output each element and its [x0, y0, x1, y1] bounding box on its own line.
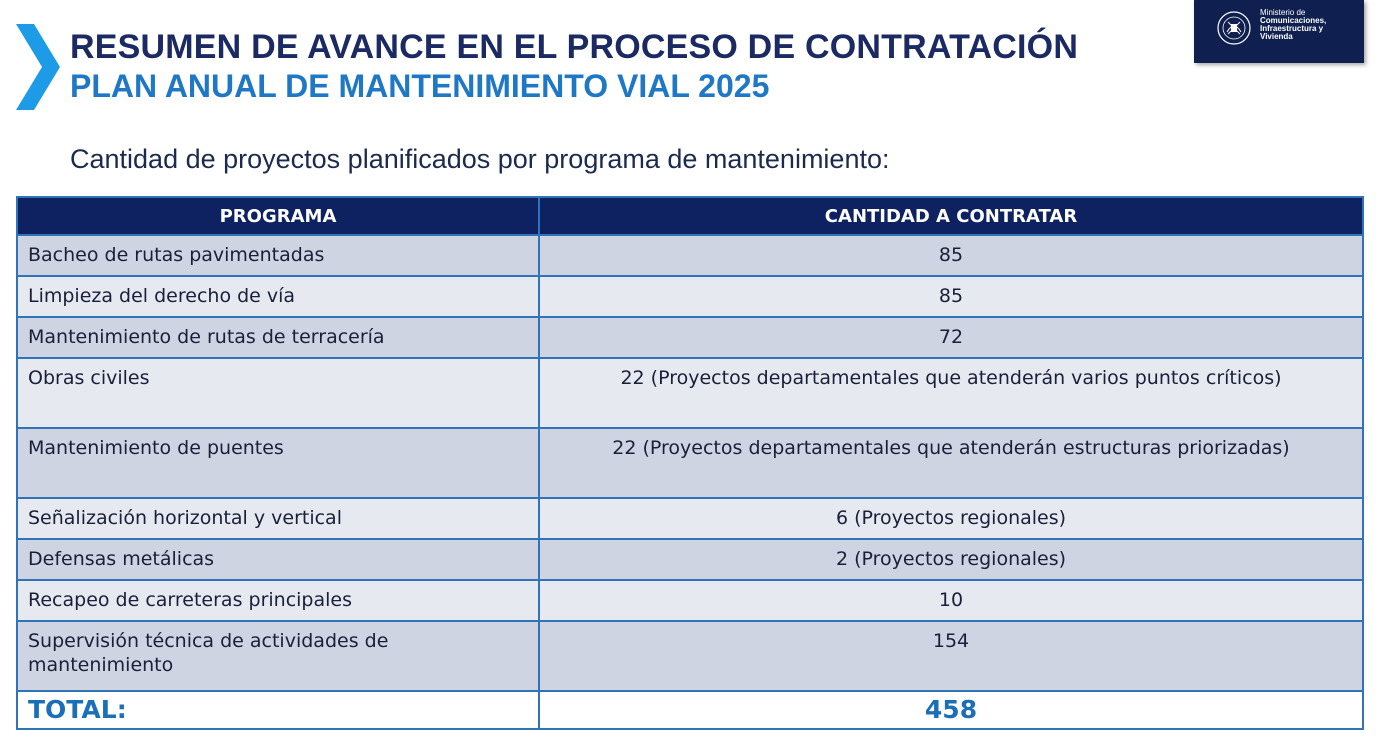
- ministry-logo: [1194, 0, 1364, 63]
- cantidad-cell: 72: [539, 317, 1363, 358]
- chevron-arrow-icon: [16, 24, 60, 110]
- table-row: [17, 428, 1363, 498]
- cantidad-cell: 2 (Proyectos regionales): [539, 539, 1363, 580]
- total-row: [17, 691, 1363, 729]
- cantidad-cell: 22 (Proyectos departamentales que atenderán varios puntos críticos): [539, 358, 1363, 428]
- logo-text-line: Vivienda: [1260, 32, 1293, 41]
- coat-of-arms-icon: [1216, 10, 1252, 46]
- programa-cell: Supervisión técnica de actividades de mantenimiento: [17, 621, 539, 691]
- table-row: [17, 580, 1363, 621]
- table-row: [17, 539, 1363, 580]
- table-row: [17, 358, 1363, 428]
- cantidad-cell: 85: [539, 235, 1363, 276]
- programa-cell: Mantenimiento de rutas de terracería: [17, 317, 539, 358]
- cantidad-cell: 85: [539, 276, 1363, 317]
- total-label: TOTAL:: [17, 691, 539, 729]
- table-row: [17, 621, 1363, 691]
- cantidad-cell: 22 (Proyectos departamentales que atenderán estructuras priorizadas): [539, 428, 1363, 498]
- programa-cell: Obras civiles: [17, 358, 539, 428]
- table-row: [17, 498, 1363, 539]
- total-value: 458: [539, 691, 1363, 729]
- section-description: Cantidad de proyectos planificados por programa de mantenimiento:: [70, 144, 890, 174]
- logo-text-line: Ministerio de: [1260, 8, 1306, 17]
- programa-cell: Recapeo de carreteras principales: [17, 580, 539, 621]
- programs-table: [16, 196, 1364, 730]
- column-header-programa: PROGRAMA: [17, 197, 539, 235]
- cantidad-cell: 154: [539, 621, 1363, 691]
- page-title: RESUMEN DE AVANCE EN EL PROCESO DE CONTRATACIÓN: [70, 28, 1079, 66]
- table-row: [17, 235, 1363, 276]
- programa-cell: Mantenimiento de puentes: [17, 428, 539, 498]
- programa-cell: Señalización horizontal y vertical: [17, 498, 539, 539]
- page-subtitle-plan: PLAN ANUAL DE MANTENIMIENTO VIAL 2025: [70, 68, 770, 104]
- table-header-row: [17, 197, 1363, 235]
- logo-text-line: Comunicaciones,: [1260, 16, 1327, 25]
- cantidad-cell: 10: [539, 580, 1363, 621]
- column-header-cantidad: CANTIDAD A CONTRATAR: [539, 197, 1363, 235]
- table-row: [17, 276, 1363, 317]
- cantidad-cell: 6 (Proyectos regionales): [539, 498, 1363, 539]
- programa-cell: Bacheo de rutas pavimentadas: [17, 235, 539, 276]
- table-row: [17, 317, 1363, 358]
- programa-cell: Limpieza del derecho de vía: [17, 276, 539, 317]
- logo-text-line: Infraestructura y: [1260, 24, 1324, 33]
- programa-cell: Defensas metálicas: [17, 539, 539, 580]
